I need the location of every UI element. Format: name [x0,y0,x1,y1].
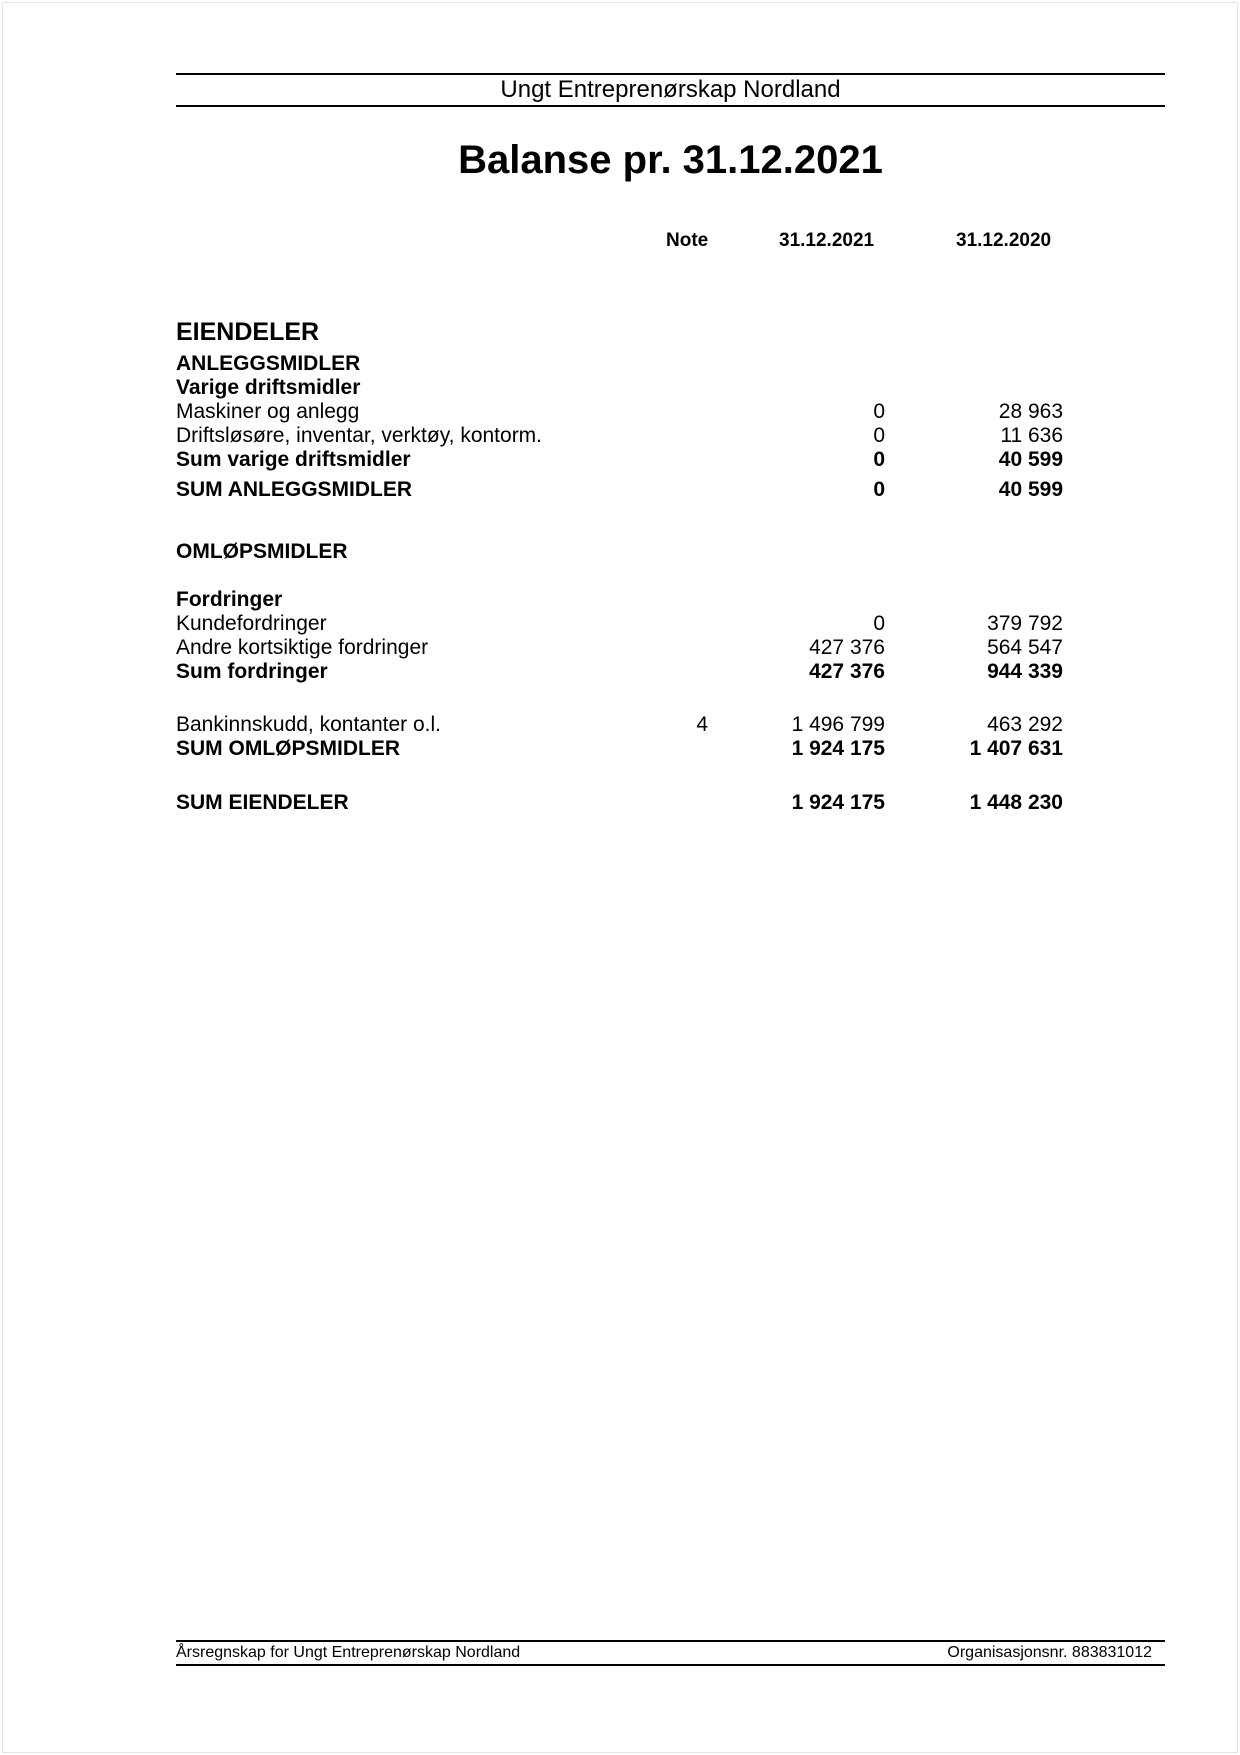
row-label: Andre kortsiktige fordringer [176,636,429,659]
row-sum-anleggsmidler [176,478,1065,502]
value-2021: 0 [873,448,885,471]
row-bankinnskudd [176,713,1065,737]
row-label: Fordringer [176,588,283,611]
value-2020: 1 448 230 [969,791,1063,814]
value-2020: 1 407 631 [969,737,1063,760]
value-2021: 1 496 799 [791,713,885,736]
organization-header: Ungt Entreprenørskap Nordland [500,76,841,103]
footer-report-name: Årsregnskap for Ungt Entreprenørskap Nordland [176,1644,521,1661]
column-header-note: Note [666,230,709,251]
footer-rule-top [176,1640,1165,1642]
row-label: OMLØPSMIDLER [176,540,348,563]
row-label: Varige driftsmidler [176,376,361,399]
row-andre-kortsiktige-fordringer [176,636,1065,660]
value-2020: 944 339 [987,660,1063,683]
row-fordringer [176,588,1065,612]
value-2021: 1 924 175 [791,791,885,814]
row-label: Sum varige driftsmidler [176,448,411,471]
row-maskiner-og-anlegg [176,400,1065,424]
row-anleggsmidler [176,352,1065,376]
value-2020: 28 963 [998,400,1063,423]
row-sum-omlopsmidler [176,737,1065,761]
page [2,2,1238,1753]
column-header-2020: 31.12.2020 [956,230,1052,251]
row-sum-fordringer [176,660,1065,684]
value-2020: 379 792 [987,612,1063,635]
row-label: Sum fordringer [176,660,328,683]
value-2021: 427 376 [809,636,885,659]
value-2021: 1 924 175 [791,737,885,760]
row-label: Kundefordringer [176,612,327,635]
value-2020: 40 599 [998,478,1063,501]
value-2021: 427 376 [809,660,885,683]
row-label: Bankinnskudd, kontanter o.l. [176,713,442,736]
document-title: Balanse pr. 31.12.2021 [458,138,883,182]
value-2020: 463 292 [987,713,1063,736]
value-2021: 0 [873,424,885,447]
value-2021: 0 [873,478,885,501]
row-varige-driftsmidler [176,376,1065,400]
note-number: 4 [696,713,708,736]
row-label: SUM OMLØPSMIDLER [176,737,400,760]
value-2020: 11 636 [1000,424,1063,447]
row-label: SUM ANLEGGSMIDLER [176,478,413,501]
row-omlopsmidler [176,540,1065,564]
header-rule-top [176,73,1165,75]
row-label: SUM EIENDELER [176,791,349,814]
value-2020: 40 599 [998,448,1063,471]
header-rule-bottom [176,105,1165,107]
footer-rule-bottom [176,1664,1165,1666]
row-driftslosore [176,424,1065,448]
column-header-2021: 31.12.2021 [779,230,875,251]
value-2020: 564 547 [987,636,1063,659]
row-label: ANLEGGSMIDLER [176,352,361,375]
value-2021: 0 [873,612,885,635]
row-sum-varige-driftsmidler [176,448,1065,472]
footer-org-number: Organisasjonsnr. 883831012 [947,1644,1152,1661]
row-label: Driftsløsøre, inventar, verktøy, kontorm. [176,424,543,447]
row-kundefordringer [176,612,1065,636]
row-label: Maskiner og anlegg [176,400,360,423]
row-sum-eiendeler [176,791,1065,815]
section-heading-eiendeler: EIENDELER [176,318,320,346]
value-2021: 0 [873,400,885,423]
